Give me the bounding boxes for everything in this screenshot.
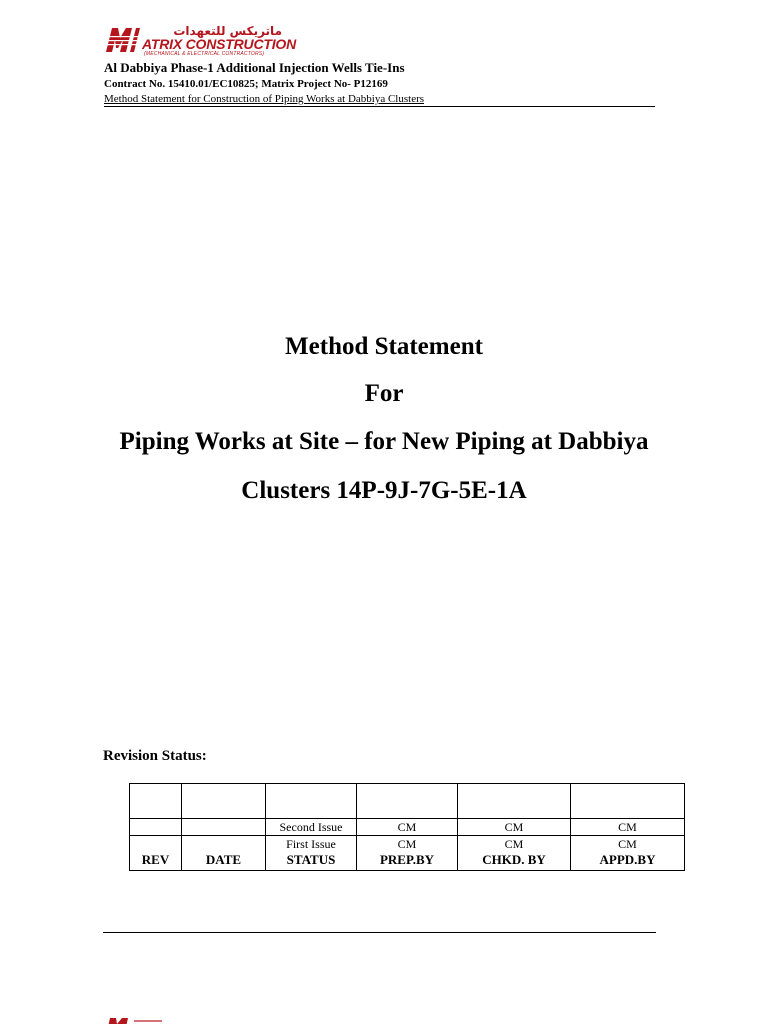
prep-by-header: PREP.BY xyxy=(357,852,458,871)
company-logo xyxy=(104,24,297,58)
table-row xyxy=(130,819,685,836)
status-cell: Second Issue xyxy=(266,819,357,836)
status-cell xyxy=(266,784,357,819)
table-header-row xyxy=(130,852,685,871)
date-cell xyxy=(182,784,266,819)
header-divider xyxy=(104,106,655,107)
title-line-4: Clusters 14P-9J-7G-5E-1A xyxy=(241,477,527,504)
chkd-cell: CM xyxy=(458,836,571,853)
matrix-m-logo-icon xyxy=(104,24,144,54)
revision-table xyxy=(129,783,685,871)
date-cell xyxy=(182,819,266,836)
document-subject: Method Statement for Construction of Piping Works at Dabbiya Clusters xyxy=(104,93,425,105)
prep-cell: CM xyxy=(357,836,458,853)
status-cell: First Issue xyxy=(266,836,357,853)
date-cell xyxy=(182,836,266,853)
rev-cell xyxy=(130,836,182,853)
chkd-by-header: CHKD. BY xyxy=(458,852,571,871)
date-header: DATE xyxy=(182,852,266,871)
status-header: STATUS xyxy=(266,852,357,871)
rev-header: REV xyxy=(130,852,182,871)
title-line-1: Method Statement xyxy=(285,333,483,360)
title-line-2: For xyxy=(364,380,404,407)
revision-status-label: Revision Status: xyxy=(103,748,207,764)
footer-logo-partial-icon xyxy=(104,1016,164,1024)
logo-tagline: (MECHANICAL & ELECTRICAL CONTRACTORS) xyxy=(144,51,265,57)
rev-cell xyxy=(130,819,182,836)
logo-arabic-text: ماتريكس للتعهدات xyxy=(173,24,282,38)
chkd-cell: CM xyxy=(458,819,571,836)
project-title: Al Dabbiya Phase-1 Additional Injection Wells Tie-Ins xyxy=(104,60,405,75)
contract-line: Contract No. 15410.01/EC10825; Matrix Project No- P12169 xyxy=(104,78,388,90)
appd-cell: CM xyxy=(571,819,685,836)
prep-cell xyxy=(357,784,458,819)
table-row xyxy=(130,836,685,853)
chkd-cell xyxy=(458,784,571,819)
appd-by-header: APPD.BY xyxy=(571,852,685,871)
prep-cell: CM xyxy=(357,819,458,836)
rev-cell xyxy=(130,784,182,819)
table-row xyxy=(130,784,685,819)
footer-divider xyxy=(103,932,656,933)
appd-cell xyxy=(571,784,685,819)
appd-cell: CM xyxy=(571,836,685,853)
logo-brand-text: ATRIX CONSTRUCTION xyxy=(142,36,297,52)
title-line-3: Piping Works at Site – for New Piping at Dabbiya xyxy=(119,428,649,455)
